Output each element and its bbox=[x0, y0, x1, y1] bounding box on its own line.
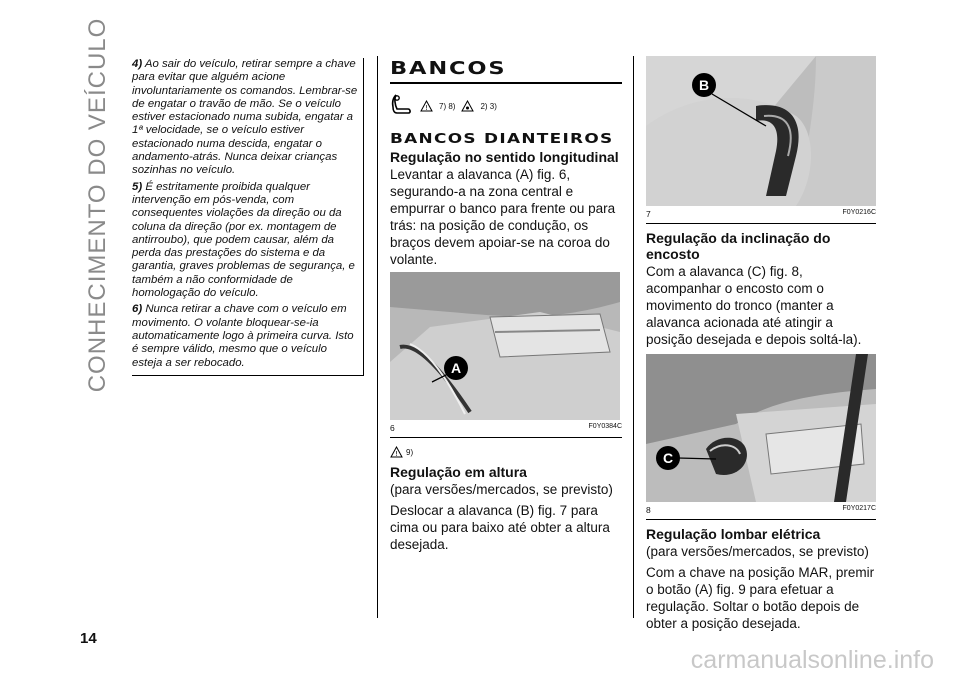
warning-5-text: É estritamente proibida qualquer intervenção em pós-venda, com consequentes violações da direção ou da coluna da direção (por ex. montagem de antirroubo), que podem causar, além da perda das prestações do sistema e da garantia, graves problemas de segurança, e também a não conformidade de homologação do veículo. bbox=[132, 180, 355, 300]
warning-triangle-icon bbox=[390, 446, 403, 458]
warning-6-text: Nunca retirar a chave com o veículo em movimento. O volante bloquear-se-ia automaticamente logo à primeira curva. Isto é sempre válido, mesmo que o veículo esteja a ser rebocado. bbox=[132, 303, 354, 369]
warning-ref-9-text: 9) bbox=[406, 447, 414, 457]
figure-8-callout: C bbox=[662, 450, 674, 466]
heading-inclination: Regulação da inclinação do encosto bbox=[646, 230, 831, 262]
watermark: carmanualsonline.info bbox=[690, 646, 934, 674]
column-divider-1 bbox=[377, 56, 378, 618]
warning-6 bbox=[132, 303, 359, 369]
subsection-title-text: BANCOS DIANTEIROS bbox=[390, 132, 614, 147]
warning-4 bbox=[132, 58, 359, 178]
figure-7 bbox=[646, 56, 876, 224]
svg-text:!: ! bbox=[395, 450, 398, 458]
page-number: 14 bbox=[80, 630, 97, 647]
sidebar-chapter-title bbox=[78, 17, 118, 393]
figure-7-callout: B bbox=[698, 77, 710, 93]
warning-4-text: Ao sair do veículo, retirar sempre a chave para evitar que alguém acione involuntariamente os comandos. Lembrar-se de engatar o travão de mão. Se o veículo estiver estacionado numa subida, engatar a 1ª velocidade, se o veículo estiver estacionado numa descida, engatar o andamento-atrás. Nunca deixar crianças sozinhas no veículo. bbox=[132, 58, 358, 177]
svg-text:!: ! bbox=[425, 104, 428, 112]
text-lumbar: Com a chave na posição MAR, premir o botão (A) fig. 9 para efetuar a regulação. Soltar o botão depois de obter a posição desejada. bbox=[646, 565, 875, 631]
figure-7-caption bbox=[646, 206, 876, 223]
warning-5-num: 5) bbox=[132, 180, 143, 193]
column-2 bbox=[390, 56, 622, 557]
heading-longitudinal: Regulação no sentido longitudinal bbox=[390, 149, 619, 165]
warning-triangle-icon bbox=[420, 100, 433, 112]
figure-6-number: 6 bbox=[390, 423, 395, 433]
heading-lumbar: Regulação lombar elétrica bbox=[646, 526, 821, 542]
text-height-note: (para versões/mercados, se previsto) bbox=[390, 482, 613, 497]
text-inclination: Com a alavanca (C) fig. 8, acompanhar o encosto com o movimento do tronco (manter a alavanca acionada até atingir a posição desejada e depois soltá-la). bbox=[646, 264, 862, 347]
figure-7-number: 7 bbox=[646, 209, 651, 219]
figure-7-code: F0Y0216C bbox=[842, 209, 876, 216]
column-divider-2 bbox=[633, 56, 634, 618]
figure-6-code: F0Y0384C bbox=[588, 423, 622, 430]
sidebar-chapter-title-text: CONHECIMENTO DO VEÍCULO bbox=[84, 17, 111, 393]
warnings-box bbox=[132, 58, 364, 376]
warning-4-num: 4) bbox=[132, 58, 143, 70]
section-title bbox=[390, 58, 622, 84]
figure-6-caption bbox=[390, 420, 622, 437]
caution-refs: 2) 3) bbox=[480, 101, 497, 111]
subsection-title bbox=[390, 132, 622, 147]
figure-8-photo bbox=[646, 354, 876, 502]
warning-6-num: 6) bbox=[132, 303, 143, 316]
heading-height: Regulação em altura bbox=[390, 464, 527, 480]
figure-6 bbox=[390, 272, 622, 438]
figure-7-photo bbox=[646, 56, 876, 206]
text-lumbar-note: (para versões/mercados, se previsto) bbox=[646, 544, 869, 559]
reference-icons bbox=[390, 90, 622, 122]
figure-6-photo bbox=[390, 272, 620, 420]
caution-icon bbox=[461, 100, 474, 112]
figure-8-caption bbox=[646, 502, 876, 519]
column-3 bbox=[646, 56, 876, 636]
figure-6-callout: A bbox=[450, 360, 462, 376]
figure-8-number: 8 bbox=[646, 505, 651, 515]
warning-5 bbox=[132, 181, 359, 301]
figure-8 bbox=[646, 354, 876, 520]
text-height: Deslocar a alavanca (B) fig. 7 para cima ou para baixo até obter a altura desejada. bbox=[390, 503, 610, 552]
seat-icon bbox=[390, 93, 414, 119]
warning-refs: 7) 8) bbox=[439, 101, 456, 111]
section-title-text: BANCOS bbox=[390, 58, 507, 79]
figure-8-code: F0Y0217C bbox=[842, 505, 876, 512]
warning-ref-9 bbox=[390, 446, 622, 458]
text-longitudinal: Levantar a alavanca (A) fig. 6, segurando-a na zona central e empurrar o banco para frente ou para trás: na posição de condução, os braços devem apoiar-se na coroa do volante. bbox=[390, 167, 616, 267]
